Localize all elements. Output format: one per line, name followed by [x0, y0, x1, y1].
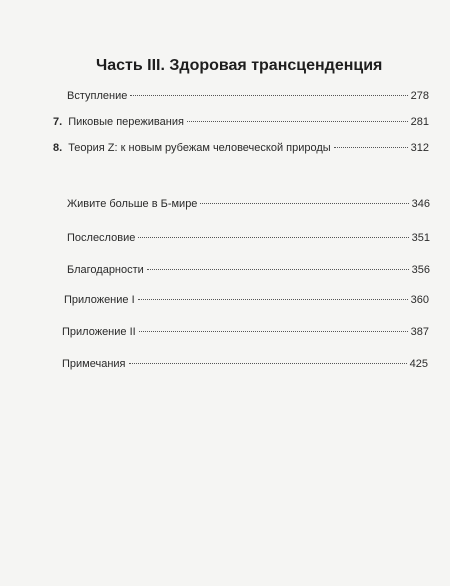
dot-leader — [138, 299, 408, 300]
toc-entry-page: 312 — [410, 142, 429, 154]
toc-entry-afterword[interactable] — [67, 232, 430, 244]
toc-entry-chapter-7[interactable] — [53, 116, 429, 128]
dot-leader — [147, 269, 409, 270]
dot-leader — [138, 237, 408, 238]
toc-entry-introduction[interactable] — [67, 90, 429, 102]
toc-entry-page: 360 — [410, 294, 429, 306]
toc-entry-label: Теория Z: к новым рубежам человеческой природы — [68, 142, 331, 154]
toc-entry-appendix-2[interactable] — [62, 326, 429, 338]
dot-leader — [334, 147, 408, 148]
toc-entry-label: Благодарности — [67, 264, 144, 276]
toc-entry-label: Приложение II — [62, 326, 136, 338]
toc-entry-label: Приложение I — [64, 294, 135, 306]
toc-entry-page: 351 — [411, 232, 430, 244]
toc-entry-page: 356 — [411, 264, 430, 276]
dot-leader — [130, 95, 407, 96]
toc-entry-label: Примечания — [62, 358, 126, 370]
toc-entry-acknowledgements[interactable] — [67, 264, 430, 276]
toc-entry-notes[interactable] — [62, 358, 428, 370]
chapter-number: 7. — [53, 116, 63, 128]
toc-entry-label: Живите больше в Б-мире — [67, 198, 198, 210]
toc-entry-page: 346 — [411, 198, 430, 210]
chapter-number: 8. — [53, 142, 63, 154]
toc-entry-page: 281 — [410, 116, 429, 128]
toc-entry-label: Вступление — [67, 90, 128, 102]
toc-entry-page: 425 — [409, 358, 428, 370]
dot-leader — [129, 363, 407, 364]
toc-entry-label: Послесловие — [67, 232, 136, 244]
toc-entry-label: Пиковые переживания — [68, 116, 184, 128]
dot-leader — [139, 331, 408, 332]
toc-entry-b-world[interactable] — [67, 198, 430, 210]
dot-leader — [200, 203, 408, 204]
toc-entry-page: 387 — [410, 326, 429, 338]
dot-leader — [187, 121, 408, 122]
toc-entry-appendix-1[interactable] — [64, 294, 429, 306]
toc-entry-page: 278 — [410, 90, 429, 102]
part-title: Часть III. Здоровая трансценденция — [96, 57, 383, 74]
toc-entry-chapter-8[interactable] — [53, 142, 429, 154]
